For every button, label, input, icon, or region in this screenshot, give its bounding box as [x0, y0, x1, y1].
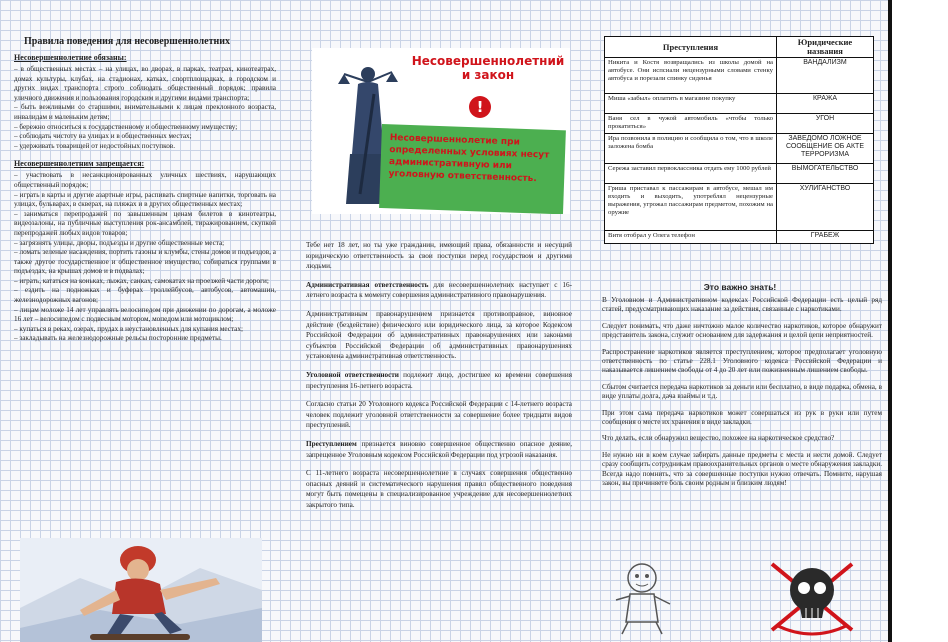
law-banner	[312, 48, 570, 214]
drugs-paragraph: При этом сама передача наркотиков может совершаться из рук в руки или путем сообщения о месте их хранения в виде закладки.	[602, 408, 882, 427]
legal-name-cell: ВЫМОГАТЕЛЬСТВО	[777, 164, 874, 184]
article20-paragraph: Согласно статьи 20 Уголовного кодекса Российской Федерации с 14-летнего возраста человек подлежит уголовной ответственности за совершение более тридцати видов преступлений.	[306, 400, 572, 430]
table-row	[605, 58, 874, 94]
obliged-heading: Несовершеннолетние обязаны:	[14, 53, 127, 62]
obliged-item: – бережно относиться к государственному и общественному имуществу;	[14, 122, 238, 131]
forbidden-item: – купаться в реках, озерах, прудах в неустановленных для купания местах;	[14, 324, 243, 333]
crime-cell: Никита и Костя возвращались из школы домой на автобусе. Они испсиали нецензурными словами стенку автобуса и порезали спинку сиденья	[605, 58, 777, 94]
admin-definition: Административным правонарушением признается противоправное, виновное действие (бездействие) физического или юридического лица, за которое Кодексом Российской Федерации об административных правонарушениях или законами субъектов Российской Федерации об административных правонарушениях установлена административная ответственность.	[306, 309, 572, 361]
crime-cell: Миша «забыл» оплатить в магазине покупку	[605, 94, 777, 114]
obliged-item: – соблюдать чистоту на улицах и в общественных местах;	[14, 132, 192, 141]
table-row	[605, 114, 874, 134]
forbidden-item: – заниматься перепродажей по завышенным ценам билетов в кинотеатры, видеозалоны, на публичные выступления рок-ансамблей, тиражированием, скупкой перепродажей любых видов товаров;	[14, 209, 276, 237]
skull-crossbones-icon	[768, 556, 856, 638]
obliged-item: – быть вежливыми со старшими, внимательными к лицам преклонного возраста, инвалидам и маленьким детям;	[14, 103, 276, 121]
drugs-paragraph: Что делать, если обнаружил вещество, похожее на наркотическое средство?	[602, 434, 835, 443]
skateboarder-illustration	[20, 538, 262, 642]
crime-cell: Ира позвонила в полицию и сообщила о том, что в школе заложена бомба	[605, 134, 777, 164]
legal-name-cell: ВАНДАЛИЗМ	[777, 58, 874, 94]
legal-name-cell: КРАЖА	[777, 94, 874, 114]
legal-name-cell: ЗАВЕДОМО ЛОЖНОЕ СООБЩЕНИЕ ОБ АКТЕ ТЕРРОРИЗМА	[777, 134, 874, 164]
forbidden-item: – участвовать в несанкционированных уличных шествиях, нарушающих общественный порядок;	[14, 171, 276, 189]
admin-term: Административная ответственность	[306, 280, 429, 289]
crime-text: признается виновно совершенное общественно опасное деяние, запрещенное Уголовным кодексом Российской Федерации под угрозой наказания.	[306, 439, 572, 459]
forbidden-item: – ломать зеленые насаждения, портить газоны и клумбы, стены домов и подъездов, а также другое государственное и общественное имущество, собираться группами в подъездах, на крышах домов и в подвалах;	[14, 248, 276, 276]
forbidden-item: – играть в карты и другие азартные игры, распивать спиртные напитки, торговать на улицах, бульварах, в скверах, на пляжах и в других общественных местах;	[14, 190, 276, 209]
header-legal-names: Юридические названия	[777, 37, 874, 58]
criminal-paragraph	[306, 370, 572, 391]
criminal-term: Уголовной ответственности	[306, 370, 399, 379]
exclamation-icon: !	[469, 96, 491, 118]
crime-term: Преступлением	[306, 439, 357, 448]
forbidden-item: – лицам моложе 14 лет управлять велосипедом при движении по дорогам, а моложе 16 лет – велосипедом с подвесным мотором, мопедом или мотоциклом;	[14, 305, 276, 324]
legal-name-cell: ГРАБЕЖ	[777, 231, 874, 244]
table-header-row	[605, 37, 874, 58]
drugs-paragraph: В Уголовном и Административном кодексах Российской Федерации есть целый ряд статей, предусматривающих наказание за действия, связанные с наркотиками.	[602, 296, 882, 314]
obliged-item: – удерживать товарищей от недостойных поступков.	[14, 141, 175, 150]
table-row	[605, 184, 874, 231]
drugs-paragraph: Не нужно ни в коем случае забирать данные предметы с места и нести домой. Следует сразу сообщить сотрудникам правоохранительных органов о месте обнаружения закладки. Всегда надо помнить, что за совершенные поступки нужно отвечать. Помните, нарушая закон, вы причиняете боль своим родным и близким людям!	[602, 450, 882, 488]
forbidden-item: – загрязнять улицы, дворы, подъезды и другие общественные места;	[14, 238, 225, 247]
crime-cell: Сережа заставил первоклассника отдать ему 1000 рублей	[605, 164, 777, 184]
criminal-text: подлежит лицо, достигшее ко времени совершения преступления 16-летнего возраста.	[306, 370, 572, 390]
header-crimes: Преступления	[605, 37, 777, 58]
crime-cell: Гриша приставал к пассажирам в автобусе, мешал им входить и выходить, употреблял нецензурные выражения, угрожал пассажирам предметом, похожим на оружие	[605, 184, 777, 231]
drugs-paragraph: Следует понимать, что даже ничтожно малое количество наркотиков, которое обнаружит представитель закона, служит основанием для задержания и целой цепи неприятностей.	[602, 321, 882, 340]
forbidden-item: – играть, кататься на коньках, лыжах, санках, самокатах на проезжей части дороги;	[14, 276, 269, 285]
intro-paragraph: Тебе нет 18 лет, но ты уже гражданин, имеющий права, обязанности и несущий юридическую ответственность за свои поступки перед государством и другими людьми.	[306, 241, 572, 271]
banner-subtitle: Несовершеннолетие при определенных условиях несут административную или уголовную ответственность.	[388, 132, 550, 185]
liability-column	[306, 240, 572, 640]
doodle-figure-icon	[612, 560, 674, 636]
rules-title: Правила поведения для несовершеннолетних	[24, 36, 231, 47]
forbidden-item: – ездить на подножках и буферах троллейбусов, автобусов, автомашин, железнодорожных вагонов;	[14, 286, 276, 305]
legal-name-cell: УГОН	[777, 114, 874, 134]
obliged-item: – в общественных местах – на улицах, во дворах, в парках, театрах, кинотеатрах, домах культуры, клубах, на стадионах, катках, спортплощадках, в городском и других видах транспорта строго соблюдать общественный порядок; правила уличного движения и пользования городским и другими видами транспорта;	[14, 65, 276, 102]
age11-paragraph: С 11-летнего возраста несовершеннолетние в случаях совершения общественно опасных деяний и систематического нарушения правил общественного поведения могут быть помещены в специализированное учреждение для несовершеннолетних закрытого типа.	[306, 469, 572, 509]
drugs-paragraph: Распространение наркотиков является преступлением, которое предполагает уголовную ответственность по статье 228.1 Уголовного кодекса Российской Федерации и наказывается лишением свободы от 4 до 20 лет или пожизненным лишением свободы.	[602, 347, 882, 375]
table-row	[605, 231, 874, 244]
crime-cell: Ваня сел в чужой автомобиль «чтобы только прокатиться»	[605, 114, 777, 134]
important-title: Это важно знать!	[703, 282, 777, 292]
crime-cell: Витя отобрал у Олега телефон	[605, 231, 777, 244]
banner-title: Несовершеннолетний и закон	[411, 54, 565, 82]
drugs-column	[602, 296, 882, 596]
table-row	[605, 134, 874, 164]
drugs-paragraph: Сбытом считается передача наркотиков за деньги или бесплатно, в виде подарка, обмена, в виде уплаты долга, дача взаймы и т.д.	[602, 382, 882, 401]
table-row	[605, 164, 874, 184]
forbidden-item: – закладывать на железнодорожные рельсы посторонние предметы.	[14, 334, 222, 343]
admin-text: для несовершеннолетних наступает с 16-летнего возраста к моменту совершения административного правонарушения.	[306, 280, 572, 300]
crimes-table	[604, 36, 874, 244]
page-margin	[892, 0, 948, 642]
admin-paragraph	[306, 280, 572, 301]
table-row	[605, 94, 874, 114]
crime-paragraph	[306, 439, 572, 460]
forbidden-heading: Несовершеннолетним запрещается:	[14, 159, 145, 169]
legal-name-cell: ХУЛИГАНСТВО	[777, 184, 874, 231]
